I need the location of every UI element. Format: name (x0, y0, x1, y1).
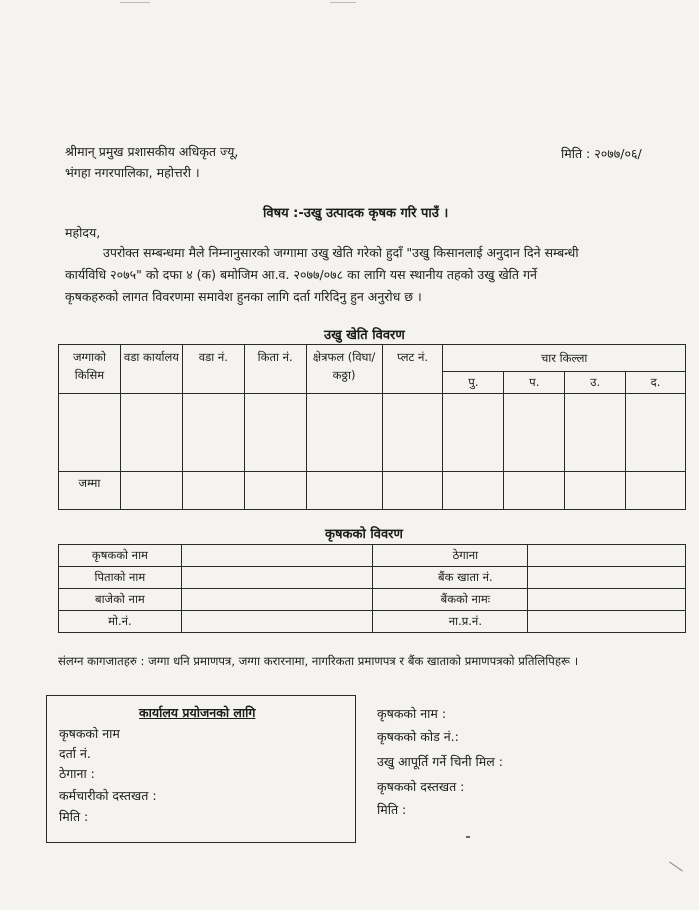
date-label: मिति : २०७७/०६/ (561, 146, 642, 161)
farmer-name-label: कृषकको नाम (59, 545, 182, 567)
farmer-row (59, 545, 686, 567)
father-name-field[interactable] (181, 567, 373, 589)
table-cell[interactable] (626, 394, 686, 472)
header-ward-no: वडा नं. (182, 345, 244, 394)
header-south: द. (626, 372, 686, 394)
subject-line: विषय :-उखु उत्पादक कृषक गरि पाउँ । (263, 206, 449, 221)
total-row (59, 472, 686, 510)
header-kitta-no: किता नं. (244, 345, 306, 394)
table-cell[interactable] (120, 472, 182, 510)
grandfather-name-field[interactable] (181, 589, 373, 611)
header-ward-office: वडा कार्यालय (120, 345, 182, 394)
table-cell[interactable] (382, 394, 443, 472)
table-cell[interactable] (120, 394, 182, 472)
scan-speck (669, 862, 683, 872)
farmer-table-title: कृषकको विवरण (325, 527, 403, 542)
applicant-farmer-name: कृषकको नाम : (377, 706, 447, 721)
office-use-title: कार्यालय प्रयोजनको लागि (139, 705, 256, 720)
bank-name-label: बैंकको नामः (373, 589, 528, 611)
applicant-sugar-mill: उखु आपूर्ति गर्ने चिनी मिल : (377, 754, 503, 769)
table-cell[interactable] (382, 472, 443, 510)
bank-account-field[interactable] (528, 567, 686, 589)
table-cell[interactable] (244, 394, 306, 472)
body-line-3: कृषकहरुको लागत विवरणमा समावेश हुनका लागि दर्ता गरिदिनु हुन अनुरोध छ । (65, 289, 422, 304)
scan-speck (120, 2, 150, 3)
table-cell[interactable] (504, 472, 565, 510)
table-cell[interactable] (182, 394, 244, 472)
citizenship-no-label: ना.प्र.नं. (373, 611, 528, 633)
applicant-date: मिति : (377, 802, 407, 817)
table-cell[interactable] (306, 472, 382, 510)
table-cell[interactable] (306, 394, 382, 472)
table-cell[interactable] (626, 472, 686, 510)
grandfather-name-label: बाजेको नाम (59, 589, 182, 611)
farmer-row (59, 567, 686, 589)
body-line-2: कार्यविधि २०७५" को दफा ४ (क) बमोजिम आ.व. २०७७/०७८ का लागि यस स्थानीय तहको उखु खेति गर्ने (65, 267, 537, 282)
header-north: उ. (565, 372, 626, 394)
body-line-1: उपरोक्त सम्बन्धमा मैले निम्नानुसारको जग्गामा उखु खेति गरेको हुदाँ "उखु किसानलाई अनुदान दिने सम्बन्धी (103, 245, 579, 260)
table-cell[interactable] (443, 472, 504, 510)
table-row (59, 394, 686, 472)
farmer-row (59, 611, 686, 633)
table-cell[interactable] (244, 472, 306, 510)
header-land-type: जग्गाको किसिम (59, 345, 121, 394)
farmer-details-table (58, 544, 686, 633)
citizenship-no-field[interactable] (528, 611, 686, 633)
applicant-farmer-code: कृषकको कोड नं.: (377, 729, 459, 744)
table-cell[interactable] (182, 472, 244, 510)
attachments-note: संलग्न कागजातहरु : जग्गा धनि प्रमाणपत्र, जग्गा करारनामा, नागरिकता प्रमाणपत्र र बैंक खाताको प्रमाणपत्रको प्रतिलिपिहरू । (58, 654, 579, 668)
office-use-box (46, 695, 356, 843)
body-paragraph (65, 242, 677, 308)
table-cell[interactable] (443, 394, 504, 472)
salutation: महोदय, (65, 225, 101, 240)
addressee-line-1: श्रीमान् प्रमुख प्रशासकीय अधिकृत ज्यू, (65, 144, 239, 159)
header-plot-no: प्लट नं. (382, 345, 443, 394)
scan-speck (330, 2, 356, 3)
office-farmer-name: कृषकको नाम (59, 726, 120, 741)
mobile-label: मो.नं. (59, 611, 182, 633)
address-label: ठेगाना (373, 545, 528, 567)
office-registration-no: दर्ता नं. (59, 746, 91, 761)
table-cell[interactable] (504, 394, 565, 472)
table-cell[interactable] (565, 394, 626, 472)
header-east: पु. (443, 372, 504, 394)
addressee-line-2: भंगहा नगरपालिका, महोत्तरी । (65, 165, 200, 180)
table-cell[interactable] (565, 472, 626, 510)
father-name-label: पिताको नाम (59, 567, 182, 589)
farmer-row (59, 589, 686, 611)
header-area: क्षेत्रफल (विघा/कठ्ठा) (306, 345, 382, 394)
bank-account-label: बैंक खाता नं. (373, 567, 528, 589)
table-cell[interactable] (59, 394, 121, 472)
header-west: प. (504, 372, 565, 394)
address-field[interactable] (528, 545, 686, 567)
mobile-field[interactable] (181, 611, 373, 633)
total-label: जम्मा (59, 472, 121, 510)
office-staff-signature: कर्मचारीको दस्तखत : (59, 788, 157, 803)
office-date: मिति : (59, 809, 89, 824)
header-boundaries: चार किल्ला (443, 345, 686, 372)
land-details-table (58, 344, 686, 510)
bank-name-field[interactable] (528, 589, 686, 611)
applicant-block (377, 705, 677, 825)
farmer-name-field[interactable] (181, 545, 373, 567)
scan-speck (466, 836, 470, 838)
applicant-signature: कृषकको दस्तखत : (377, 779, 465, 794)
land-table-title: उखु खेति विवरण (324, 328, 405, 343)
office-address: ठेगाना : (59, 766, 95, 781)
